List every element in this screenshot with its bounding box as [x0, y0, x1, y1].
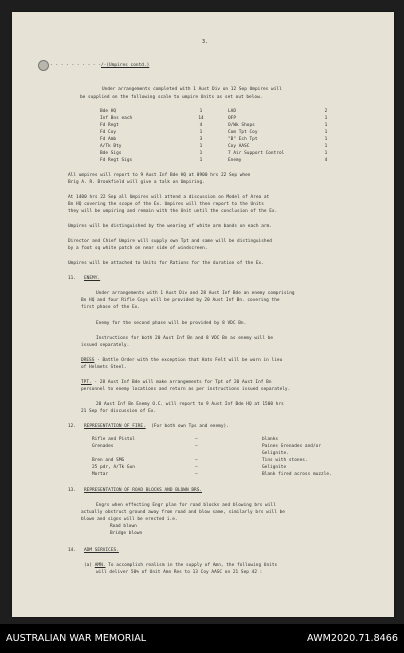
- scale-unit: Fd Amb: [100, 137, 117, 142]
- fire-dash: –: [195, 465, 198, 470]
- scale-unit: Coy AASC: [228, 144, 250, 149]
- sec11-p1-line: Bn HQ and four Rifle Coys will be provided by 20 Aust Inf Bn. covering the: [81, 298, 280, 303]
- fire-rep: Blank fired across muzzle.: [262, 472, 332, 477]
- scale-qty: 1: [199, 158, 203, 163]
- para-director-line: by a foot sq white patch on near side of windscreen.: [68, 246, 208, 251]
- section-11-title: ENEMY.: [84, 276, 101, 281]
- para-1400-line: At 1400 hrs 22 Sep all Umpires will attend a discussion on Model of Area at: [68, 195, 270, 200]
- punch-hole-mark: [38, 60, 49, 71]
- scale-qty: 1: [324, 137, 328, 142]
- sec11-tpt-line: personnel to enemy locations and return as per instructions issued separately.: [81, 387, 291, 392]
- scale-unit: Bde HQ: [100, 109, 117, 114]
- fire-dash: –: [195, 472, 198, 477]
- page-number: 3.: [202, 39, 209, 45]
- footer-bar: [0, 624, 404, 653]
- fire-weapon: Grenades: [92, 444, 114, 449]
- fire-dash: –: [195, 444, 198, 449]
- section-12-note: (For both own Tps and enemy).: [151, 424, 229, 429]
- scale-qty: 1: [199, 109, 203, 114]
- intro-line-2: be supplied on the following scale to umpire Units as set out below.: [80, 95, 263, 100]
- sec11-p4-line: 20 Aust Inf Bn Enemy O.C. will report to 9 Aust Inf Bde HQ at 1500 hrs: [96, 402, 284, 407]
- tpt-label: TPT.: [81, 380, 92, 385]
- sec11-p3-line: issued separately.: [81, 343, 130, 348]
- section-13-title: REPRESENTATION OF ROAD BLOCKS AND BLOWN BRS.: [84, 488, 203, 493]
- para-rations: Umpires will be attached to Units for Rations for the duration of the Ex.: [68, 261, 264, 266]
- sec11-tpt: [81, 380, 272, 386]
- intro-line-1: Under arrangements completed with 1 Aust Div on 12 Sep Umpires will: [102, 87, 282, 92]
- sign-road-blown: Road blown: [110, 524, 137, 529]
- para-director-line: Director and Chief Umpire will supply own Tpt and same will be distinguished: [68, 239, 272, 244]
- scale-qty: 1: [199, 151, 203, 156]
- sec13-p-line: actually obstruct ground away from road and blow same, similarly brs will be: [81, 510, 285, 515]
- para-armbands: Umpires will be distinguished by the wearing of white arm bands on each arm.: [68, 224, 272, 229]
- para-report-line: Brig A. R. Brookfield will give a talk on Umpiring.: [68, 180, 205, 185]
- scale-unit: O/Wk Shops: [228, 123, 255, 128]
- scale-qty: 1: [199, 130, 203, 135]
- sec11-p3-line: Instructions for both 20 Aust Inf Bn and 8 VDC Bn as enemy will be: [96, 336, 274, 341]
- scale-qty: 1: [324, 151, 328, 156]
- fire-dash: –: [195, 458, 198, 463]
- sec14-a-text: To accomplish realism in the supply of Amn, the following Units: [108, 563, 278, 568]
- para-1400-line: they will be umpiring and remain with the Unit until the conclusion of the Ex.: [68, 209, 278, 214]
- fire-rep: blanks: [262, 437, 279, 442]
- scale-unit: Fd Regt: [100, 123, 119, 128]
- section-14-title: ADM SERVICES.: [84, 548, 119, 553]
- section-heading: / (Umpires contd.): [101, 63, 150, 68]
- fire-weapon: Bren and SMG: [92, 458, 125, 463]
- scale-qty: 1: [324, 130, 328, 135]
- footer-institution: AUSTRALIAN WAR MEMORIAL: [6, 633, 147, 644]
- dress-text: - Battle Order with the exception that Hats Felt will be worn in lieu: [94, 358, 283, 363]
- sign-bridge-blown: Bridge blown: [110, 531, 143, 536]
- sec11-p1-line: first phase of the Ex.: [81, 305, 141, 310]
- scale-unit: OFP: [228, 116, 237, 121]
- heading-dashes: - - - - - - - - - - -: [50, 63, 107, 68]
- scale-qty: 4: [199, 123, 203, 128]
- scale-qty: 4: [324, 158, 328, 163]
- sec13-p-line: Engrs when effecting Engr plan for road blocks and blowing brs will: [96, 503, 276, 508]
- section-14-number: 14.: [68, 548, 77, 553]
- scale-unit: A/Tk Bty: [100, 144, 122, 149]
- fire-rep: Tins with stones.: [262, 458, 308, 463]
- section-13-number: 13.: [68, 488, 77, 493]
- fire-weapon: Mortar: [92, 472, 109, 477]
- sec11-dress: [81, 358, 282, 364]
- section-11-number: 11.: [68, 276, 77, 281]
- fire-rep: Gelignite.: [262, 451, 289, 456]
- scale-unit: Com Tpt Coy: [228, 130, 258, 135]
- scale-qty: 3: [199, 137, 203, 142]
- sec14-a-label: (a): [84, 563, 93, 568]
- document-page: [12, 12, 394, 617]
- fire-dash: –: [195, 437, 198, 442]
- scale-qty: 1: [324, 144, 328, 149]
- sec11-p4-line: 21 Sep for discussion of Ex.: [81, 409, 157, 414]
- footer-accession-number: AWM2020.71.8466: [307, 633, 398, 644]
- scale-qty: 2: [324, 109, 328, 114]
- scale-qty: 1: [324, 116, 328, 121]
- scale-unit: Enemy: [228, 158, 242, 163]
- sec11-dress-line: of Helmets Steel.: [81, 365, 127, 370]
- fire-weapon: Rifle and Pistol: [92, 437, 135, 442]
- sec14-a-line: [84, 563, 277, 569]
- scale-unit: 7 Air Support Control: [228, 151, 285, 156]
- scale-unit: Fd Regt Sigs: [100, 158, 133, 163]
- sec14-a-line-2: will deliver 50% of Unit Amn Res to 13 Coy AASC on 21 Sep 42 :: [96, 570, 263, 575]
- scale-unit: Bde Sigs: [100, 151, 122, 156]
- scale-unit: "B" Ech Tpt: [228, 137, 258, 142]
- sec11-p2: Enemy for the second phase will be provided by 8 VDC Bn.: [96, 321, 247, 326]
- sec14-a-title: AMN.: [94, 563, 106, 568]
- para-report-line: All umpires will report to 9 Aust Inf Bde HQ at 0900 hrs 22 Sep when: [68, 173, 251, 178]
- section-12-number: 12.: [68, 424, 77, 429]
- sec11-p1-line: Under arrangements with 1 Aust Div and 28 Aust Inf Bde an enemy comprising: [96, 291, 295, 296]
- section-12-title: REPRESENTATION OF FIRE.: [84, 424, 146, 429]
- scale-qty: 14: [198, 116, 204, 121]
- para-1400-line: Bn HQ covering the scope of the Ex. Umpires will then report to the Units: [68, 202, 264, 207]
- scale-unit: Fd Coy: [100, 130, 117, 135]
- fire-rep: Paines Grenades and/or: [262, 444, 322, 449]
- section-12-heading: [84, 424, 229, 430]
- scale-qty: 1: [324, 123, 328, 128]
- fire-weapon: 25 pdr, A/Tk Gun: [92, 465, 135, 470]
- sec13-p-line: blown and signs will be erected i.e.: [81, 517, 178, 522]
- tpt-text: - 28 Aust Inf Bde will make arrangements for Tpt of 20 Aust Inf Bn: [91, 380, 272, 385]
- scale-qty: 1: [199, 144, 203, 149]
- dress-label: DRESS: [81, 358, 95, 363]
- scale-unit: Inf Bns each: [100, 116, 133, 121]
- scale-unit: LAD: [228, 109, 237, 114]
- fire-rep: Gelignite: [262, 465, 287, 470]
